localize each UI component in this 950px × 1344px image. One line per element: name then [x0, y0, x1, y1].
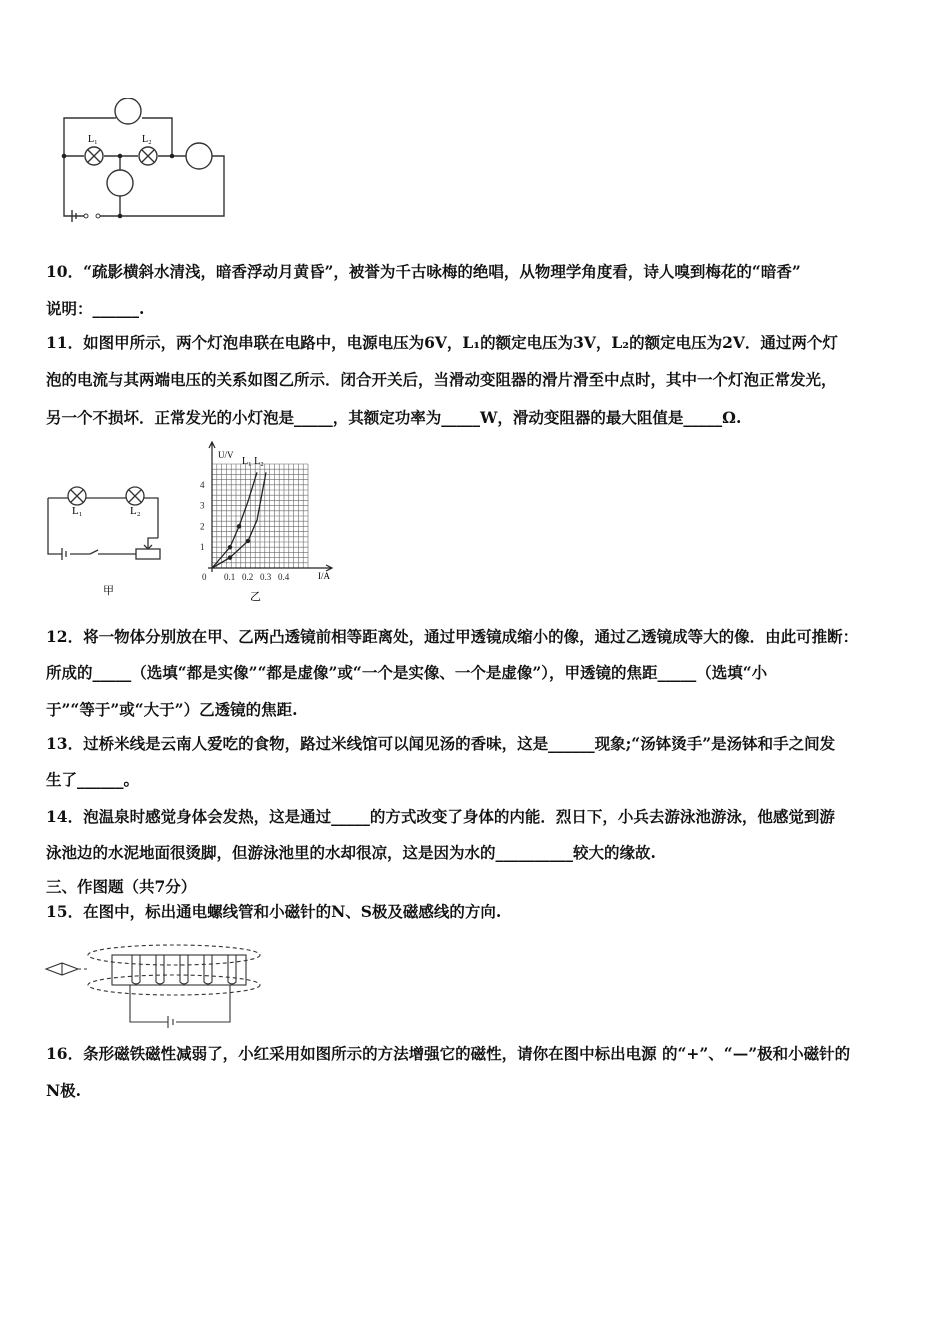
q12-line3: 于”“等于”或“大于”）乙透镜的焦距. — [46, 700, 298, 719]
top-l1-label: L₁ — [88, 134, 98, 145]
chart-ylabel: U/V — [218, 450, 234, 460]
q13-line1: 13．过桥米线是云南人爱吃的食物，路过米线馆可以闻见汤的香味，这是______现象;“汤钵烫手”是汤钵和手之间发 — [46, 734, 836, 753]
top-l2-label: L₂ — [142, 134, 152, 145]
chart-xlabel: I/A — [318, 571, 330, 581]
q14-line2: 泳池边的水泥地面很烫脚，但游泳池里的水却很凉，这是因为水的__________较大的缘故. — [46, 843, 656, 862]
q16-line1: 16．条形磁铁磁性减弱了，小红采用如图所示的方法增强它的磁性，请你在图中标出电源 的“+”、“—”极和小磁针的 — [46, 1044, 851, 1063]
x-tick-label: 0.4 — [278, 572, 290, 582]
circuit-jia-figure — [40, 478, 175, 602]
series-point — [228, 546, 231, 549]
x-tick-label: 0.1 — [224, 572, 236, 582]
q12-line1: 12．将一物体分别放在甲、乙两凸透镜前相等距离处，通过甲透镜成缩小的像，通过乙透镜成等大的像．由此可推断： — [46, 627, 859, 646]
q16-line2: N极. — [46, 1081, 82, 1100]
q13-line2: 生了______。 — [46, 770, 140, 789]
y-tick-label: 1 — [200, 542, 205, 553]
chart-legend: L₁ L₂ — [242, 456, 264, 467]
series-point — [237, 525, 240, 528]
q11-line2: 泡的电流与其两端电压的关系如图乙所示．闭合开关后，当滑动变阻器的滑片滑至中点时，其中一个灯泡正常发光， — [46, 370, 837, 389]
q12-line2: 所成的_____（选填“都是实像”“都是虚像”或“一个是实像、一个是虚像”），甲透镜的焦距_____（选填“小 — [46, 663, 768, 682]
jia-l2-label: L₂ — [130, 505, 141, 517]
q14-line1: 14．泡温泉时感觉身体会发热，这是通过_____的方式改变了身体的内能．烈日下，小兵去游泳池游泳，他感觉到游 — [46, 807, 835, 826]
series-point — [228, 556, 231, 559]
q10-line1: 10．“疏影横斜水清浅，暗香浮动月黄昏”，被誉为千古咏梅的绝唱，从物理学角度看，诗人嗅到梅花的“暗香” — [46, 262, 801, 281]
y-tick-label: 2 — [200, 521, 205, 532]
jia-caption: 甲 — [103, 585, 114, 597]
q11-line1: 11．如图甲所示，两个灯泡串联在电路中，电源电压为6V，L₁的额定电压为3V，L₂的额定电压为2V．通过两个灯 — [46, 333, 838, 352]
x-tick-label: 0.3 — [260, 572, 272, 582]
y-tick-label: 4 — [200, 479, 205, 490]
series-line-2 — [212, 472, 266, 568]
solenoid-figure — [44, 938, 269, 1028]
y-tick-label: 3 — [200, 500, 205, 511]
series-point — [246, 539, 249, 542]
top-circuit-figure — [58, 98, 233, 222]
q15-line1: 15．在图中，标出通电螺线管和小磁针的N、S极及磁感线的方向. — [46, 902, 502, 921]
section-3-heading: 三、作图题（共7分） — [46, 877, 197, 896]
x-tick-label: 0.2 — [242, 572, 254, 582]
chart-caption: 乙 — [250, 591, 261, 603]
q10-line2: 说明：______. — [46, 299, 145, 318]
q11-line3: 另一个不损坏．正常发光的小灯泡是_____，其额定功率为_____W，滑动变阻器的最大阻值是_____Ω. — [46, 408, 742, 427]
jia-l1-label: L₁ — [72, 505, 83, 517]
x-tick-label: 0 — [202, 572, 207, 582]
iu-chart — [196, 440, 341, 605]
